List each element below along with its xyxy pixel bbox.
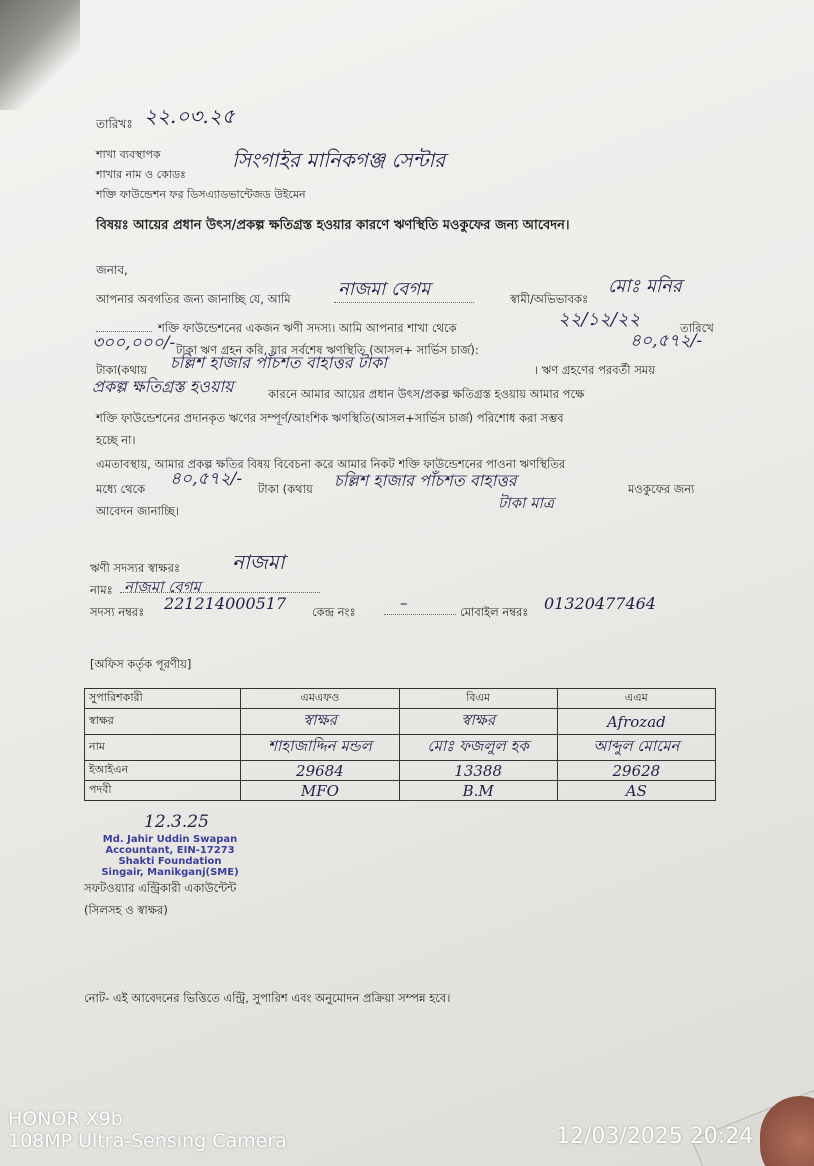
waiver-amount-handwritten: ৪০,৫৭২/- (170, 469, 243, 489)
branch-value: সিংগাইর মানিকগঞ্জ সেন্টার (232, 148, 446, 172)
center-number-label: কেন্দ্র নংঃ (312, 605, 356, 619)
paragraph2-line3: আবেদন জানাচ্ছি। (96, 504, 180, 518)
row-label: স্বাক্ষর (85, 709, 241, 735)
paragraph1-line2: শক্তি ফাউন্ডেশনের একজন ঋণী সদস্য। আমি আপনার শাখা থেকে (158, 321, 457, 335)
office-use-note: [অফিস কর্তৃক পূরণীয়] (90, 657, 192, 671)
bm-name: মোঃ ফজলুল হক (427, 737, 529, 755)
amount-in-words-handwritten: চল্লিশ হাজার পাঁচশত বাহাত্তর টাকা (170, 353, 387, 372)
date-label: তারিখঃ (96, 117, 133, 131)
row-label: নাম (85, 735, 241, 761)
seal-signature-note: (সিলসহ ও স্বাক্ষর) (84, 903, 168, 917)
finger (760, 1096, 814, 1166)
table-header-cell: সুপারিশকারী (85, 689, 241, 709)
member-signature: নাজমা (232, 550, 285, 574)
table-header-cell: এএম (557, 689, 715, 709)
organization-name: শক্তি ফাউন্ডেশন ফর ডিসএ্যাডভান্টেজড উইমেন (96, 188, 306, 201)
paragraph2-line2-end: মওকুফের জন্য (628, 482, 695, 496)
center-number-handwritten: – (400, 594, 408, 612)
member-number-label: সদস্য নম্বরঃ (90, 605, 145, 619)
am-signature: Afrozad (606, 712, 666, 731)
bm-signature: স্বাক্ষর (461, 711, 496, 729)
seal-line: Md. Jahir Uddin Swapan (102, 834, 238, 845)
table-row (85, 761, 716, 781)
bm-designation: B.M (462, 781, 494, 800)
paragraph2-line2-mid: টাকা (কথায় (258, 482, 313, 496)
paragraph1-date-suffix: তারিখে (680, 321, 714, 335)
date-value: ২২.০৩.২৫ (144, 104, 235, 128)
table-row (85, 709, 716, 735)
waiver-words-continued: টাকা মাত্র (498, 494, 554, 512)
center-blank-line (384, 614, 456, 615)
table-row (85, 781, 716, 801)
am-designation: AS (625, 781, 647, 800)
am-name: আব্দুল মোমেন (593, 737, 680, 755)
row-label: পদবী (85, 781, 241, 801)
paragraph1-line3: টাকা ঋণ গ্রহন করি, যার সর্বশেষ ঋণস্থিতি (আসল+ সার্ভিস চার্জ): (176, 343, 479, 357)
subject-line: বিষয়ঃ আয়ের প্রধান উৎস/প্রকল্প ক্ষতিগ্রস্ত হওয়ার কারণে ঋণস্থিতি মওকুফের জন্য আবেদন। (96, 218, 570, 233)
am-ein: 29628 (612, 761, 661, 780)
guardian-name-handwritten: মোঃ মনির (608, 276, 682, 297)
paragraph1-line4-end: । ঋণ গ্রহণের পরবর্তী সময় (534, 363, 655, 377)
row-label: ইআইএন (85, 761, 241, 781)
accountant-title: সফটওয়্যার এন্ট্রিকারী একাউন্টেন্ট (84, 881, 237, 895)
mfo-signature: স্বাক্ষর (302, 711, 337, 729)
seal-line: Shakti Foundation (118, 856, 222, 867)
bm-ein: 13388 (454, 761, 502, 780)
guardian-label: স্বামী/অভিভাবকঃ (510, 292, 589, 306)
member-number-handwritten: 221214000517 (164, 594, 287, 613)
camera-sensor-watermark: 108MP Ultra-Sensing Camera (8, 1130, 287, 1152)
table-row (85, 735, 716, 761)
paragraph1-line4-start: টাকা(কথায় (96, 363, 148, 377)
paper-corner-shadow (0, 0, 80, 110)
member-name-handwritten: নাজমা বেগম (124, 578, 201, 596)
member-name-label: নামঃ (90, 583, 113, 597)
paragraph1-line7: হচ্ছে না। (96, 433, 136, 447)
recommendation-table (84, 688, 716, 801)
reason-handwritten: প্রকল্প ক্ষতিগ্রস্ত হওয়ায় (92, 377, 234, 396)
loan-date-handwritten: ২২/১২/২২ (558, 309, 641, 330)
balance-handwritten: ৪০,৫৭২/- (630, 331, 703, 351)
mfo-name: শাহাজাদ্দিন মন্ডল (267, 737, 372, 755)
member-signature-label: ঋণী সদস্যর স্বাক্ষরঃ (90, 561, 181, 575)
mfo-designation: MFO (300, 781, 339, 800)
camera-model-watermark: HONOR X9b (8, 1108, 123, 1130)
accountant-seal (100, 834, 240, 878)
mfo-ein: 29684 (296, 761, 344, 780)
mobile-number-handwritten: 01320477464 (544, 594, 656, 613)
paragraph1-line5: কারনে আমার আয়ের প্রধান উৎস/প্রকল্প ক্ষতিগ্রস্ত হওয়ায় আমার পক্ষে (268, 387, 585, 401)
recipient-title: শাখা ব্যবস্থাপক (96, 148, 161, 161)
seal-line: Singair, Manikganj(SME) (101, 867, 239, 878)
applicant-name-handwritten: নাজমা বেগম (338, 279, 431, 300)
camera-timestamp: 12/03/2025 20:24 (556, 1124, 754, 1149)
paragraph1-line1-start: আপনার অবগতির জন্য জানাচ্ছি যে, আমি (96, 292, 291, 306)
branch-label: শাখার নাম ও কোডঃ (96, 168, 186, 181)
table-header-cell: বিএম (399, 689, 557, 709)
loan-amount-handwritten: ৩০০,০০০/- (92, 333, 176, 353)
paragraph2-line1: এমতাবস্থায়, আমার প্রকল্প ক্ষতির বিষয় বিবেচনা করে আমার নিকট শক্তি ফাউন্ডেশনের পাওনা ঋণস্থিতির (96, 457, 566, 471)
salutation: জনাব, (96, 263, 128, 277)
paragraph1-line6: শক্তি ফাউন্ডেশনের প্রদানকৃত ঋণের সম্পূর্ণ/আংশিক ঋণস্থিতি(আসল+সার্ভিস চার্জ) পরিশোধ করা সম্ভব (96, 411, 564, 425)
mobile-label: মোবাইল নম্বরঃ (460, 605, 529, 619)
seal-line: Accountant, EIN-17273 (105, 845, 235, 856)
paragraph2-line2-start: মধ্যে থেকে (96, 482, 146, 496)
waiver-words-handwritten: চল্লিশ হাজার পাঁচশত বাহাত্তর (334, 471, 517, 490)
footnote: নোট- এই আবেদনের ভিত্তিতে এন্ট্রি, সুপারিশ এবং অনুমোদন প্রক্রিয়া সম্পন্ন হবে। (84, 991, 451, 1005)
table-header-cell: এমএফও (241, 689, 399, 709)
table-header-row (85, 689, 716, 709)
stamp-handwritten-date: 12.3.25 (144, 812, 209, 832)
